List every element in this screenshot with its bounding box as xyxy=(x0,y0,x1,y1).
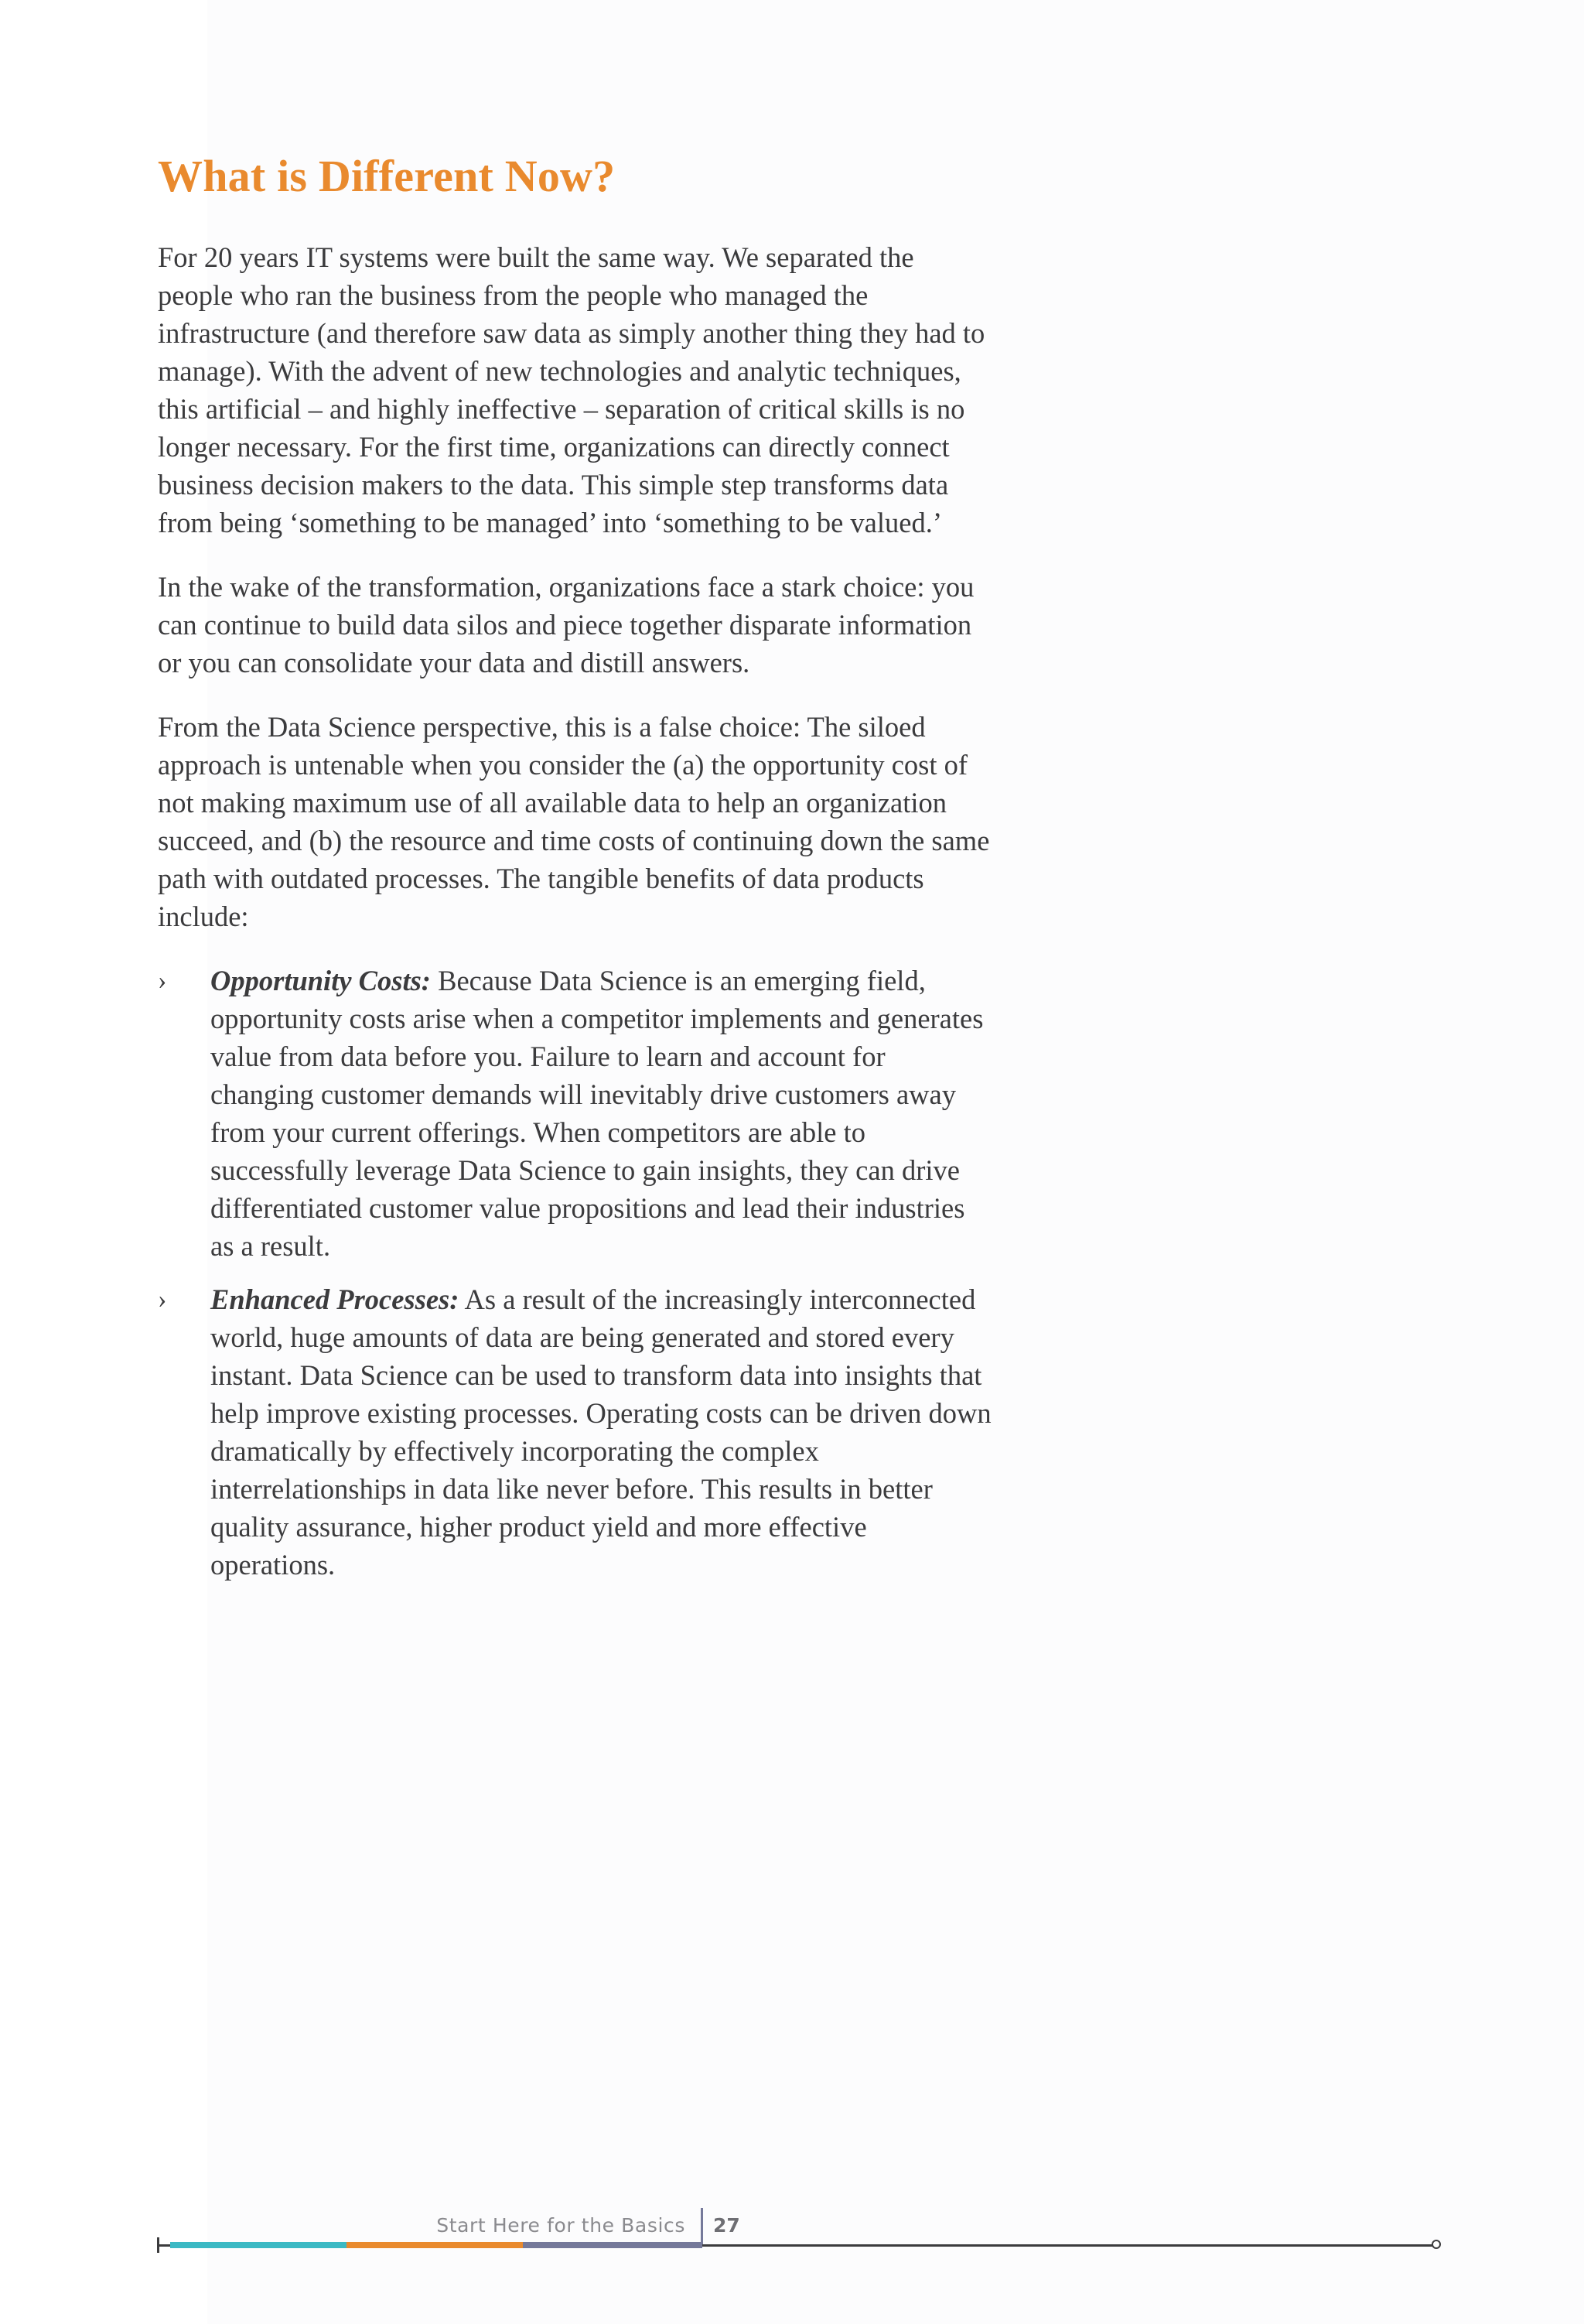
body-paragraph-3: From the Data Science perspective, this is a false choice: The siloed approach is untenable when you consider the (a) the opportunity cost of not making maximum use of all available data to help an organization succeed, and (b) the resource and time costs of continuing down the same path with outdated processes. The tangible benefits of data products include: xyxy=(158,711,990,932)
page-title: What is Different Now? xyxy=(158,151,616,201)
chevron-right-icon: › xyxy=(158,966,167,995)
page-number: 27 xyxy=(713,2214,740,2237)
list-item-enhanced-processes xyxy=(158,1280,993,1584)
benefits-list xyxy=(158,962,993,1584)
footer-color-segment-teal xyxy=(170,2242,346,2248)
footer-color-segment-slate xyxy=(523,2242,702,2248)
footer-color-segment-orange xyxy=(346,2242,523,2248)
footer-divider xyxy=(701,2208,703,2245)
body-paragraph-1: For 20 years IT systems were built the same way. We separated the people who ran the business from the people who managed the infrastructure (and therefore saw data as simply another thing they had to manage). With the advent of new technologies and analytic techniques, this artificial – and highly ineffective – separation of critical skills is no longer necessary. For the first time, organizations can directly connect business decision makers to the data. This simple step transforms data from being ‘something to be managed’ into ‘something to be valued.’ xyxy=(158,241,985,538)
bullet-heading: Enhanced Processes: xyxy=(210,1283,459,1315)
footer-section-label: Start Here for the Basics xyxy=(436,2214,685,2237)
page-footer xyxy=(0,2197,1584,2274)
footer-rule-end-circle xyxy=(1432,2240,1441,2249)
bullet-text: As a result of the increasingly interconnected world, huge amounts of data are being generated and stored every instant. Data Science can be used to transform data into insights that help improve existing processes. Operating costs can be driven down dramatically by effectively incorporating the complex interrelationships in data like never before. This results in better quality assurance, higher product yield and more effective operations. xyxy=(210,1283,992,1581)
page-content xyxy=(158,147,993,1599)
chevron-right-icon: › xyxy=(158,1285,167,1314)
list-item-opportunity-costs xyxy=(158,962,993,1265)
bullet-heading: Opportunity Costs: xyxy=(210,965,431,996)
body-paragraph-2: In the wake of the transformation, organizations face a stark choice: you can continue to build data silos and piece together disparate information or you can consolidate your data and distill answers. xyxy=(158,571,975,678)
bullet-text: Because Data Science is an emerging field, opportunity costs arise when a competitor implements and generates value from data before you. Failure to learn and account for changing customer demands will inevitably drive customers away from your current offerings. When competitors are able to successfully leverage Data Science to gain insights, they can drive differentiated customer value propositions and lead their industries as a result. xyxy=(210,965,984,1262)
